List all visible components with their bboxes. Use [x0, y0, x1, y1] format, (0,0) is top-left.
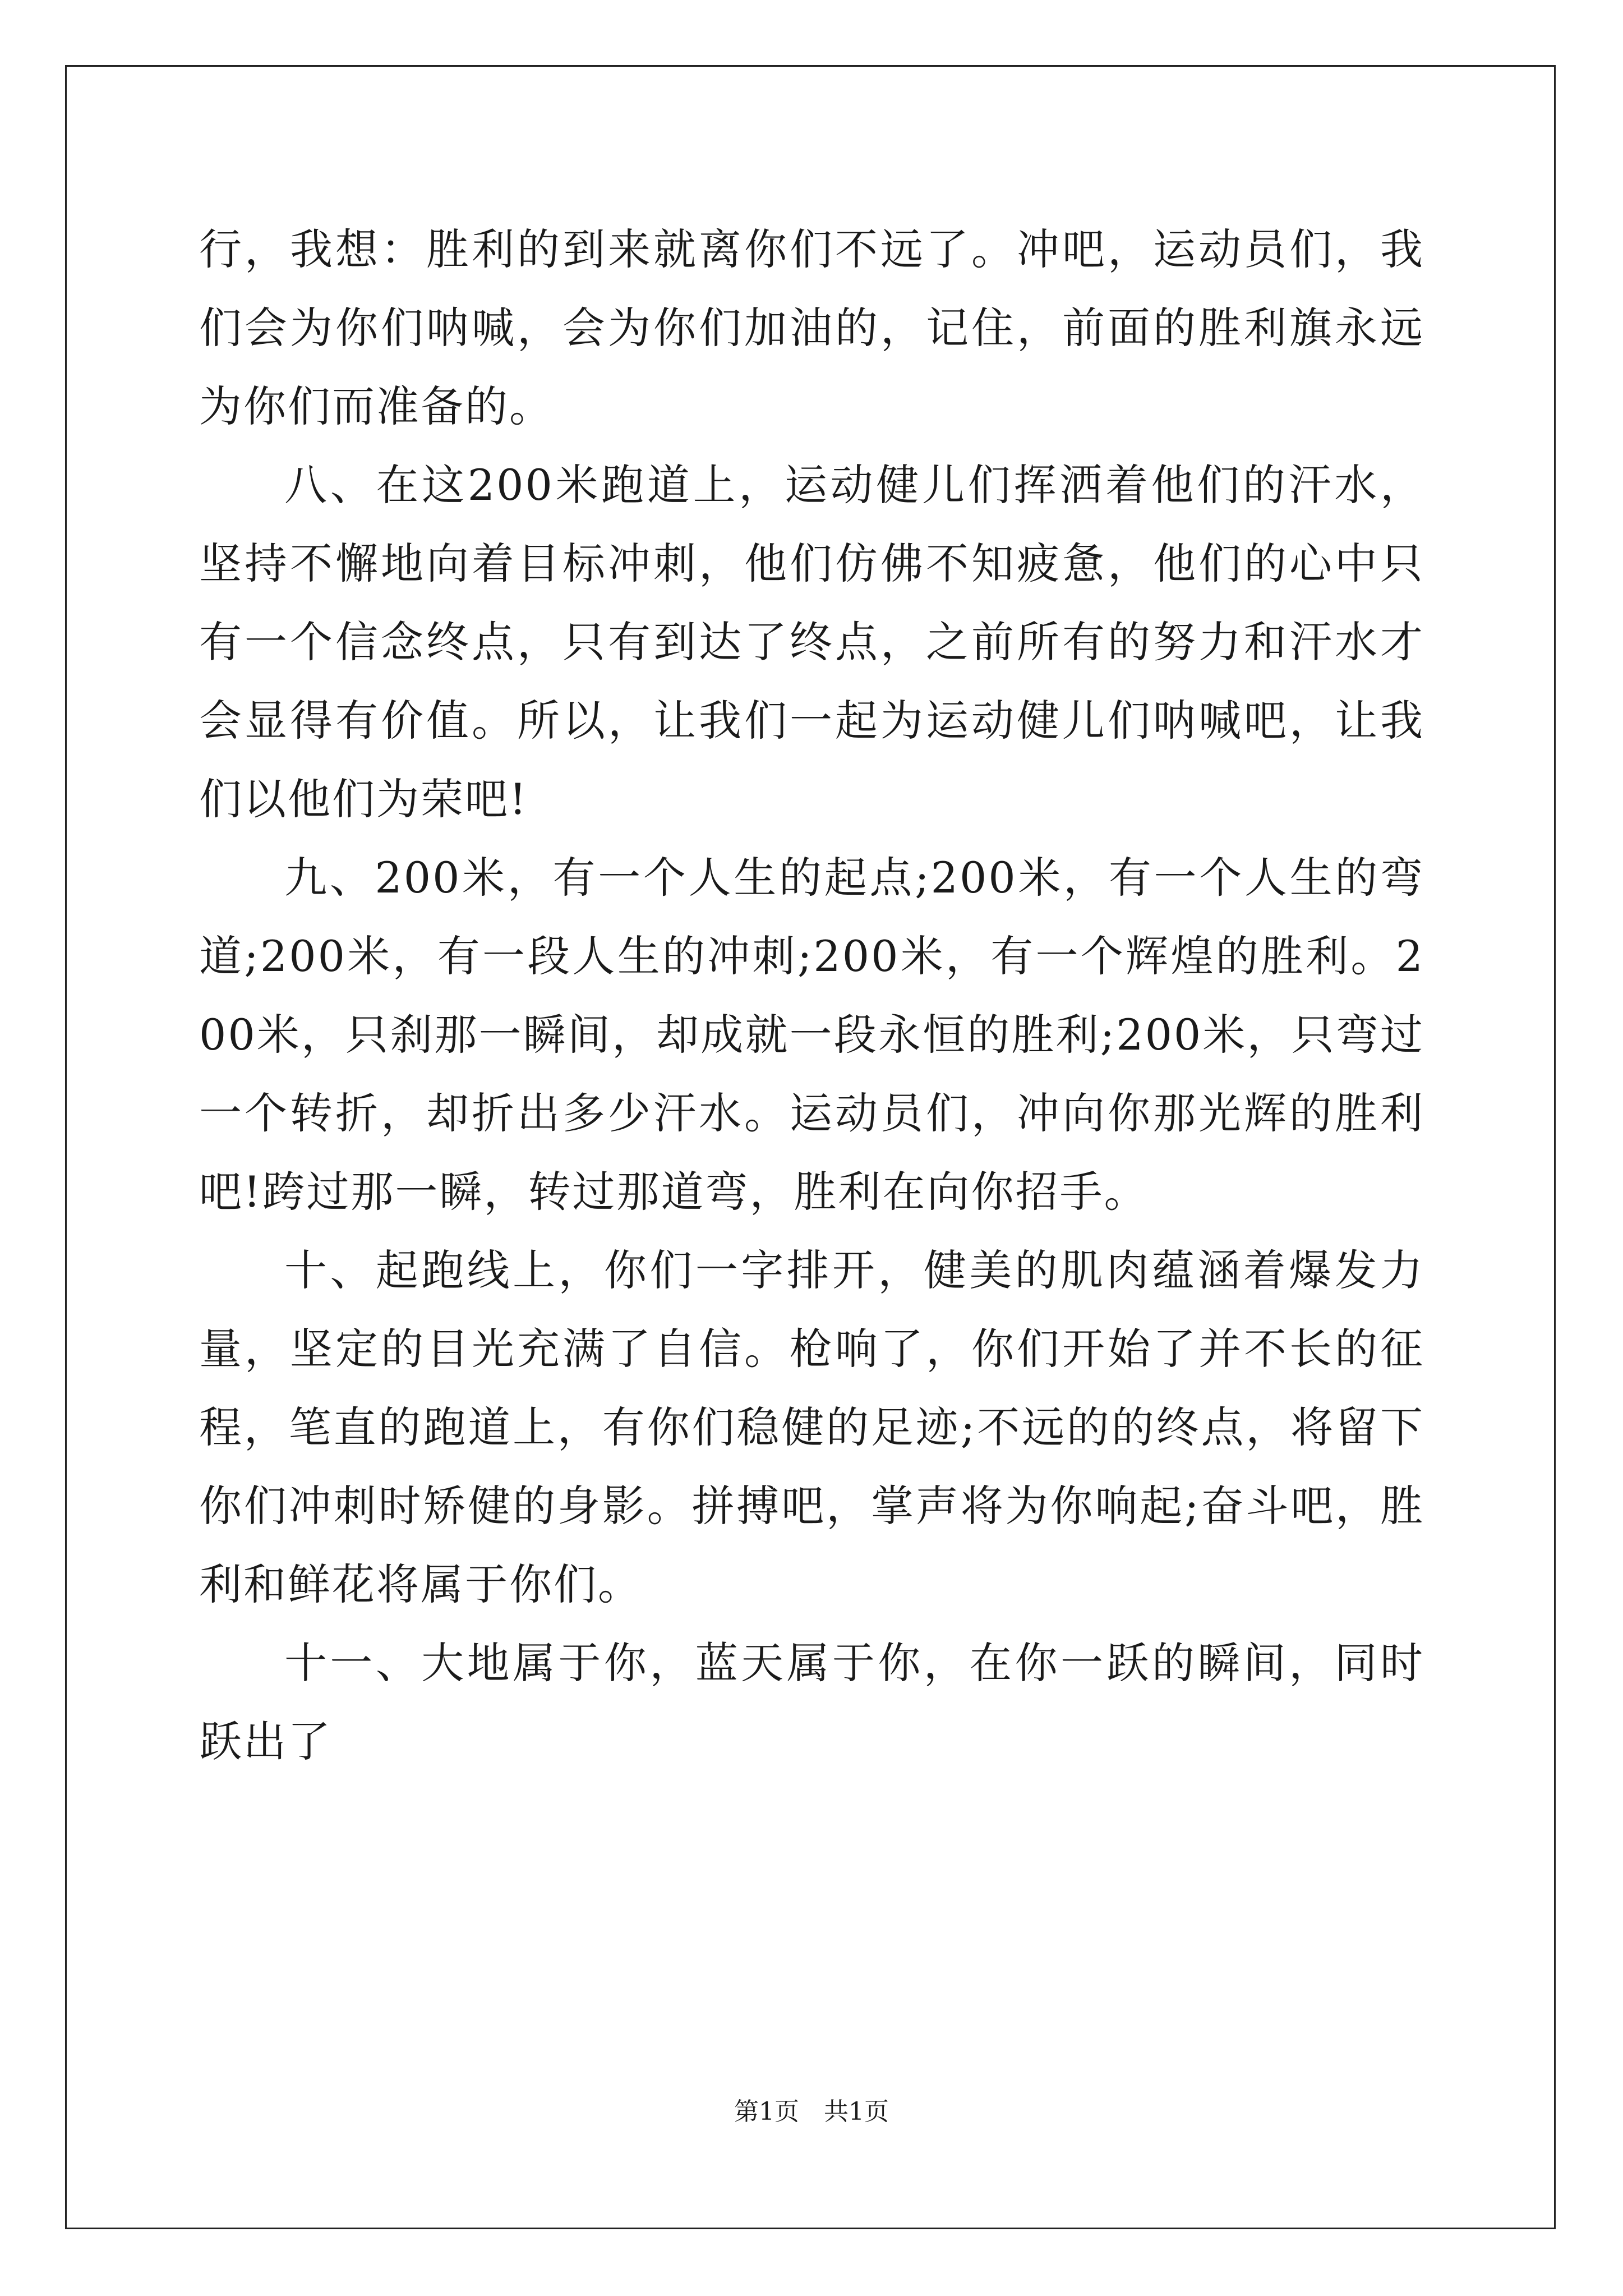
paragraph-ten: 十、起跑线上，你们一字排开，健美的肌肉蕴涵着爆发力量，坚定的目光充满了自信。枪响了，你们开始了并不长的征程，笔直的跑道上，有你们稳健的足迹;不远的的终点，将留下你们冲刺时矫健的身影。拼搏吧，掌声将为你响起;奋斗吧，胜利和鲜花将属于你们。 [199, 1245, 1424, 1609]
paragraph-nine: 九、200米，有一个人生的起点;200米，有一个人生的弯道;200米，有一段人生的冲刺;200米，有一个辉煌的胜利。200米，只刹那一瞬间，却成就一段永恒的胜利;200米，只弯过一个转折，却折出多少汗水。运动员们，冲向你那光辉的胜利吧!跨过那一瞬，转过那道弯，胜利在向你招手。 [199, 853, 1424, 1217]
paragraph-continuation: 行，我想：胜利的到来就离你们不远了。冲吧，运动员们，我们会为你们呐喊，会为你们加油的，记住，前面的胜利旗永远为你们而准备的。 [199, 224, 1424, 431]
page-number: 第1页 [734, 2097, 799, 2126]
page-total: 共1页 [824, 2097, 889, 2126]
document-body [199, 210, 1424, 1781]
paragraph-eight: 八、在这200米跑道上，运动健儿们挥洒着他们的汗水，坚持不懈地向着目标冲刺，他们仿佛不知疲惫，他们的心中只有一个信念终点，只有到达了终点，之前所有的努力和汗水才会显得有价值。所以，让我们一起为运动健儿们呐喊吧，让我们以他们为荣吧! [199, 460, 1424, 824]
paragraph-eleven: 十一、大地属于你，蓝天属于你，在你一跃的瞬间，同时跃出了 [199, 1638, 1424, 1766]
page-footer [0, 2095, 1623, 2129]
